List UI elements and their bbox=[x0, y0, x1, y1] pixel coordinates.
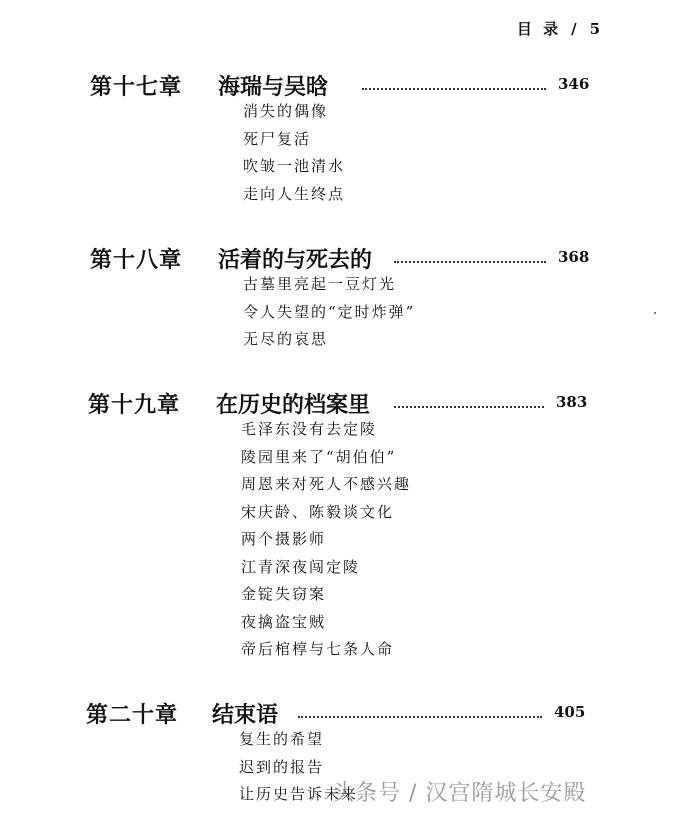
chapter-title: 在历史的档案里 bbox=[216, 392, 371, 418]
section-item: 走向人生终点 bbox=[243, 184, 346, 203]
section-list bbox=[243, 98, 345, 208]
section-item: 复生的希望 bbox=[239, 730, 325, 748]
section-item: 吹皱一池清水 bbox=[243, 157, 346, 175]
chapter-page-number: 405 bbox=[554, 703, 586, 721]
section-item: 让历史告诉未来 bbox=[239, 785, 359, 803]
chapter-heading bbox=[0, 388, 695, 418]
section-item: 夜擒盗宝贼 bbox=[241, 612, 327, 631]
scan-speck bbox=[654, 312, 656, 314]
section-item: 无尽的哀思 bbox=[243, 330, 329, 348]
section-item: 周恩来对死人不感兴趣 bbox=[241, 475, 412, 493]
section-item: 江青深夜闯定陵 bbox=[241, 557, 361, 576]
section-item: 消失的偶像 bbox=[243, 102, 329, 120]
watermark: 头条号 / 汉宫隋城长安殿 bbox=[332, 781, 587, 806]
chapter-page-number: 368 bbox=[558, 248, 590, 266]
running-head bbox=[517, 18, 603, 39]
running-head-page-number: 5 bbox=[589, 20, 603, 38]
chapter-number: 第十七章 bbox=[90, 74, 183, 100]
section-list bbox=[243, 271, 415, 354]
running-head-label: 目 录 bbox=[516, 20, 562, 38]
chapter-title: 结束语 bbox=[212, 702, 279, 728]
chapter-heading bbox=[0, 243, 695, 273]
section-item: 两个摄影师 bbox=[241, 530, 327, 548]
chapter-number: 第十八章 bbox=[90, 247, 183, 273]
chapter-page-number: 383 bbox=[556, 393, 588, 411]
running-head-separator: / bbox=[571, 20, 580, 38]
section-item: 宋庆龄、陈毅谈文化 bbox=[241, 502, 395, 521]
chapter-heading bbox=[0, 70, 695, 100]
dot-leader bbox=[394, 406, 544, 408]
section-item: 毛泽东没有去定陵 bbox=[241, 420, 378, 438]
chapter-number: 第十九章 bbox=[88, 392, 181, 418]
chapter-number: 第二十章 bbox=[86, 702, 179, 728]
dot-leader bbox=[362, 88, 546, 90]
section-item: 帝后棺椁与七条人命 bbox=[241, 640, 395, 658]
chapter-heading bbox=[0, 698, 695, 728]
chapter-title: 海瑞与吴晗 bbox=[218, 74, 329, 100]
dot-leader bbox=[394, 261, 546, 263]
chapter-title: 活着的与死去的 bbox=[218, 247, 373, 273]
dot-leader bbox=[298, 716, 542, 718]
section-list bbox=[241, 416, 411, 664]
section-item: 死尸复活 bbox=[243, 129, 312, 148]
section-item: 迟到的报告 bbox=[239, 757, 325, 776]
section-item: 古墓里亮起一豆灯光 bbox=[243, 275, 397, 293]
section-item: 陵园里来了“胡伯伯” bbox=[241, 447, 397, 466]
chapter-page-number: 346 bbox=[558, 75, 590, 93]
section-item: 令人失望的“定时炸弹” bbox=[243, 302, 416, 321]
section-item: 金锭失窃案 bbox=[241, 585, 327, 603]
